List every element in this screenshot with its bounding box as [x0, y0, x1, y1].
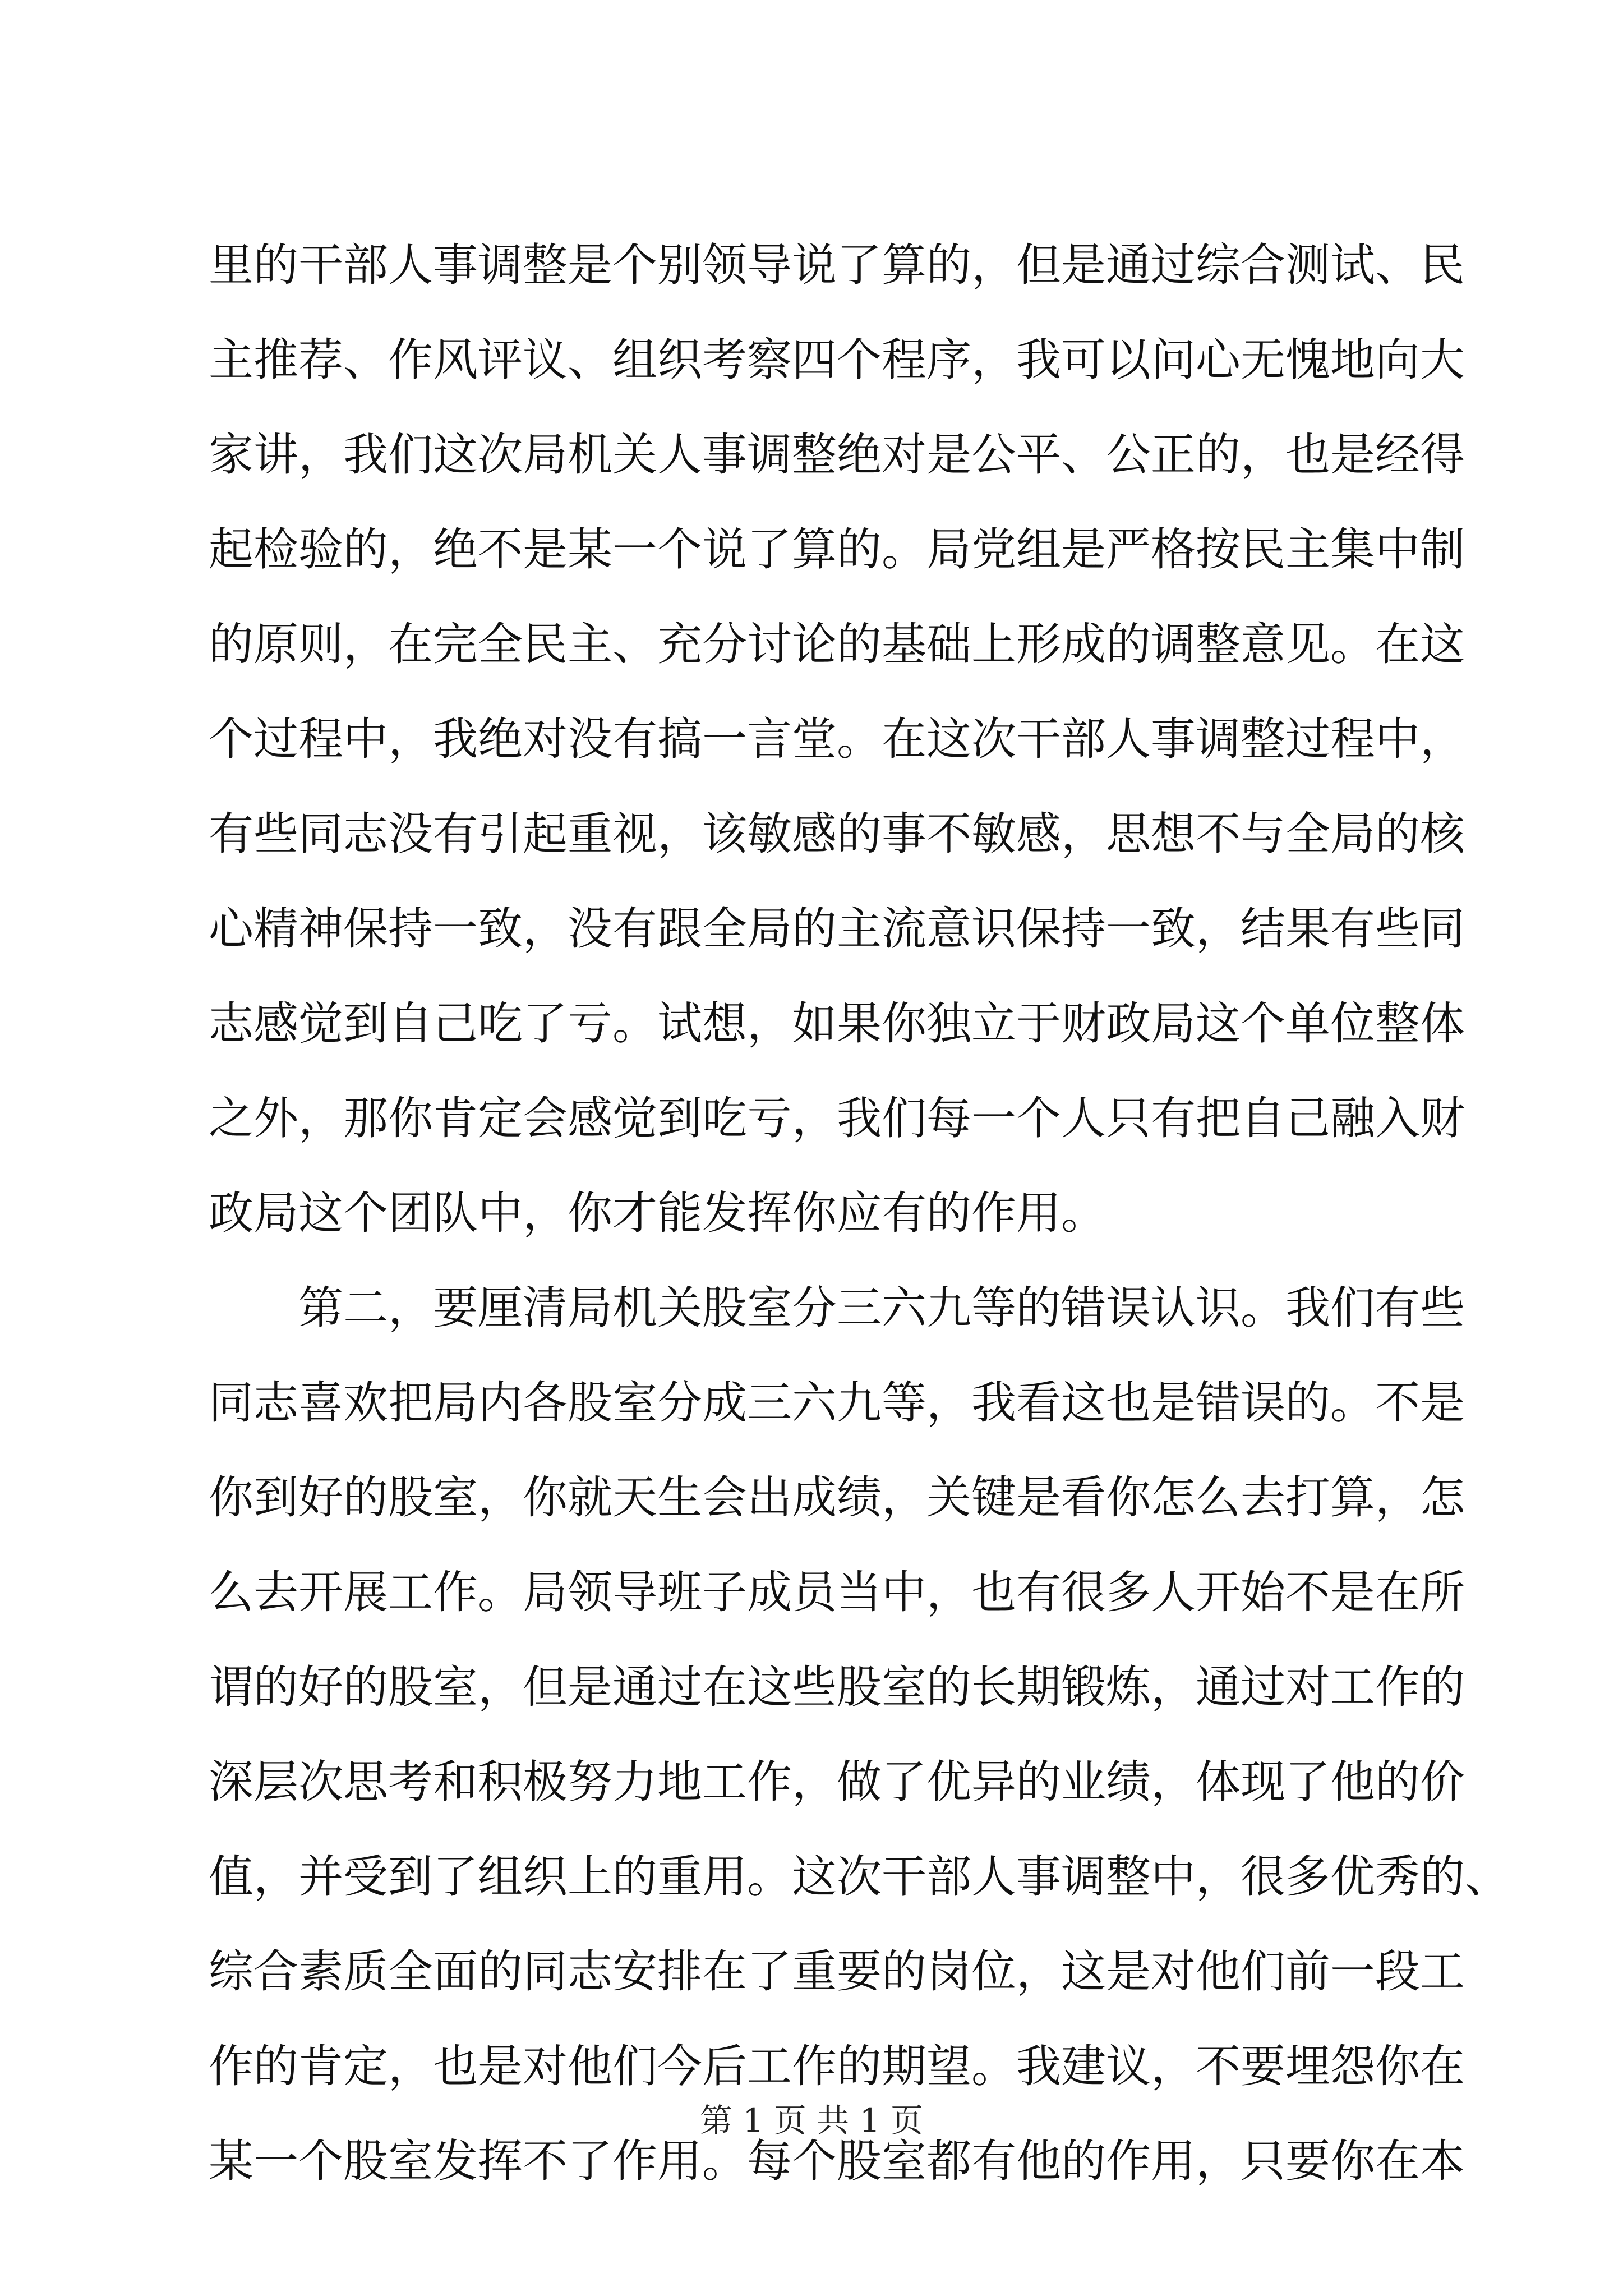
text-line: 里的干部人事调整是个别领导说了算的，但是通过综合测试、民 — [209, 239, 1465, 291]
text-line: 主推荐、作风评议、组织考察四个程序，我可以问心无愧地向大 — [209, 334, 1465, 386]
page-footer — [0, 2098, 1623, 2143]
text-line: 同志喜欢把局内各股室分成三六九等，我看这也是错误的。不是 — [209, 1377, 1465, 1429]
text-line: 之外，那你肯定会感觉到吃亏，我们每一个人只有把自己融入财 — [209, 1092, 1465, 1144]
text-line: 的原则，在完全民主、充分讨论的基础上形成的调整意见。在这 — [209, 618, 1465, 670]
document-body — [209, 218, 1510, 2208]
text-line: 起检验的，绝不是某一个说了算的。局党组是严格按民主集中制 — [209, 523, 1465, 576]
text-line: 第二，要厘清局机关股室分三六九等的错误认识。我们有些 — [298, 1282, 1465, 1334]
text-line: 谓的好的股室，但是通过在这些股室的长期锻炼，通过对工作的 — [209, 1661, 1465, 1713]
page-number-label: 第 1 页 共 1 页 — [700, 2101, 923, 2139]
text-line: 你到好的股室，你就天生会出成绩，关键是看你怎么去打算，怎 — [209, 1471, 1465, 1524]
text-line: 志感觉到自己吃了亏。试想，如果你独立于财政局这个单位整体 — [209, 997, 1465, 1050]
text-line: 某一个股室发挥不了作用。每个股室都有他的作用，只要你在本 — [209, 2135, 1465, 2187]
text-line: 作的肯定，也是对他们今后工作的期望。我建议，不要埋怨你在 — [209, 2040, 1465, 2092]
text-line: 政局这个团队中，你才能发挥你应有的作用。 — [209, 1187, 1106, 1239]
text-line: 么去开展工作。局领导班子成员当中，也有很多人开始不是在所 — [209, 1566, 1465, 1618]
text-line: 个过程中，我绝对没有搞一言堂。在这次干部人事调整过程中， — [209, 713, 1465, 765]
text-line: 值，并受到了组织上的重用。这次干部人事调整中，很多优秀的、 — [209, 1851, 1510, 1903]
text-line: 家讲，我们这次局机关人事调整绝对是公平、公正的，也是经得 — [209, 429, 1465, 481]
text-line: 深层次思考和积极努力地工作，做了优异的业绩，体现了他的价 — [209, 1756, 1465, 1808]
text-line: 心精神保持一致，没有跟全局的主流意识保持一致，结果有些同 — [209, 903, 1465, 955]
text-line: 有些同志没有引起重视，该敏感的事不敏感，思想不与全局的核 — [209, 808, 1465, 860]
text-line: 综合素质全面的同志安排在了重要的岗位，这是对他们前一段工 — [209, 1945, 1465, 1998]
